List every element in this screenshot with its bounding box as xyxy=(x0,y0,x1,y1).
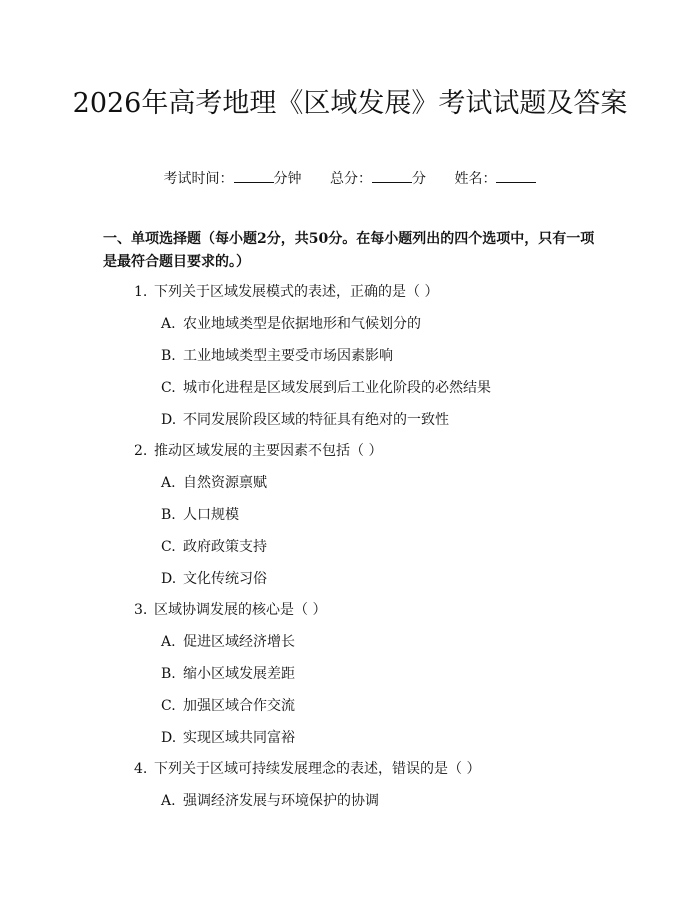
total-score-unit: 分 xyxy=(412,171,426,187)
question-text: 推动区域发展的主要因素不包括（ ） xyxy=(154,443,383,459)
option-letter: D. xyxy=(161,412,177,428)
option-letter: A. xyxy=(161,793,176,809)
total-score-blank xyxy=(372,168,412,183)
exam-time-field xyxy=(164,168,302,189)
option-1c xyxy=(161,378,491,398)
exam-info-line xyxy=(0,168,700,189)
option-letter: A. xyxy=(161,475,176,491)
option-letter: C. xyxy=(161,380,176,396)
option-letter: C. xyxy=(161,539,176,555)
question-3 xyxy=(134,600,326,620)
option-letter: D. xyxy=(161,730,177,746)
student-name-field xyxy=(454,168,536,189)
option-text: 不同发展阶段区域的特征具有绝对的一致性 xyxy=(183,412,449,428)
question-number: 4. xyxy=(134,761,148,777)
question-number: 3. xyxy=(134,602,148,618)
option-letter: B. xyxy=(161,666,176,682)
question-number: 1. xyxy=(134,284,148,300)
option-3d xyxy=(161,728,295,748)
option-letter: D. xyxy=(161,571,177,587)
option-text: 农业地域类型是依据地形和气候划分的 xyxy=(183,316,421,332)
option-text: 强调经济发展与环境保护的协调 xyxy=(183,793,379,809)
option-text: 加强区域合作交流 xyxy=(183,698,295,714)
student-name-label: 姓名： xyxy=(454,171,497,187)
question-text: 区域协调发展的核心是（ ） xyxy=(154,602,327,618)
section-heading: 一、单项选择题（每小题2分，共50分。在每小题列出的四个选项中，只有一项是最符合题目要求的。） xyxy=(103,231,595,270)
option-text: 缩小区域发展差距 xyxy=(183,666,295,682)
option-text: 实现区域共同富裕 xyxy=(183,730,295,746)
option-1a xyxy=(161,314,421,334)
option-4a xyxy=(161,791,379,811)
option-2b xyxy=(161,505,239,525)
option-3a xyxy=(161,632,295,652)
question-1 xyxy=(134,282,438,302)
total-score-field xyxy=(330,168,426,189)
option-1d xyxy=(161,410,449,430)
option-text: 人口规模 xyxy=(183,507,239,523)
exam-time-unit: 分钟 xyxy=(273,171,302,187)
option-3c xyxy=(161,696,295,716)
option-letter: B. xyxy=(161,348,176,364)
question-text: 下列关于区域可持续发展理念的表述，错误的是（ ） xyxy=(154,761,481,777)
option-letter: A. xyxy=(161,316,176,332)
total-score-label: 总分： xyxy=(330,171,372,187)
option-text: 自然资源禀赋 xyxy=(183,475,267,491)
option-2d xyxy=(161,569,267,589)
question-number: 2. xyxy=(134,443,148,459)
option-letter: C. xyxy=(161,698,176,714)
question-2 xyxy=(134,441,382,461)
exam-time-blank xyxy=(234,168,274,183)
student-name-blank xyxy=(496,168,536,183)
page-title: 2026年高考地理《区域发展》考试试题及答案 xyxy=(72,88,628,119)
option-2a xyxy=(161,473,267,493)
option-text: 政府政策支持 xyxy=(183,539,267,555)
question-text: 下列关于区域发展模式的表述，正确的是（ ） xyxy=(154,284,439,300)
option-3b xyxy=(161,664,295,684)
option-2c xyxy=(161,537,267,557)
question-4 xyxy=(134,759,480,779)
option-text: 城市化进程是区域发展到后工业化阶段的必然结果 xyxy=(183,380,491,396)
option-text: 工业地域类型主要受市场因素影响 xyxy=(183,348,393,364)
option-text: 文化传统习俗 xyxy=(183,571,267,587)
option-letter: B. xyxy=(161,507,176,523)
option-letter: A. xyxy=(161,634,176,650)
exam-time-label: 考试时间： xyxy=(163,171,234,187)
option-1b xyxy=(161,346,393,366)
option-text: 促进区域经济增长 xyxy=(183,634,295,650)
